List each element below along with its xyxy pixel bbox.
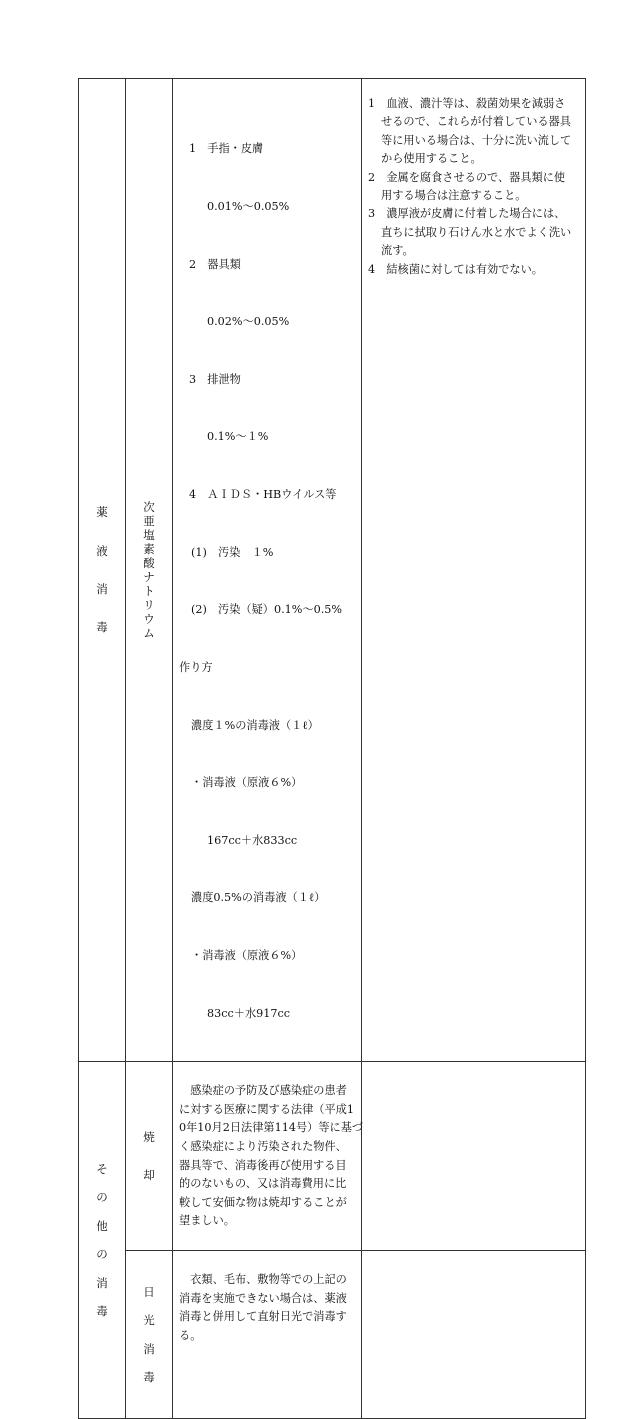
burn-text-cell bbox=[173, 1062, 362, 1251]
usage-line: 167cc＋水833cc bbox=[207, 833, 298, 847]
sun-label-cell bbox=[126, 1251, 173, 1419]
usage-line: 濃度１%の消毒液（１ℓ） bbox=[191, 718, 319, 732]
burn-label-cell bbox=[126, 1062, 173, 1251]
usage-line: 0.01%～0.05% bbox=[207, 200, 290, 214]
usage-line: 83cc＋水917cc bbox=[207, 1006, 291, 1020]
usage-line: 2 器具類 bbox=[189, 257, 241, 271]
note-item: 2 金属を腐食させるので、器具類に使 bbox=[368, 170, 566, 184]
burn-text: 感染症の予防及び感染症の患者 に対する医療に関する法律（平成1 0年10月2日法律第114号）等に基づ く感染症により汚染された物件、 器具等で、消毒後再び使用する目 的のないもの、又は消毒費用に比 較して安価な物は焼却することが 望ましい。 bbox=[179, 1084, 364, 1228]
usage-line: 濃度0.5%の消毒液（１ℓ） bbox=[191, 891, 326, 905]
chemical-disinfection-row bbox=[79, 79, 586, 1062]
note-item: 1 血液、濃汁等は、殺菌効果を減弱さ bbox=[368, 97, 566, 110]
notes-list: 1 血液、濃汁等は、殺菌効果を減弱さ せるので、これらが付着している器具 等に用いる場合は、十分に洗い流して から使用すること。 2 金属を腐食させるので、器具類に使 用する場合は注意すること。 3 濃厚液が皮膚に付着した場合には、 直ちに拭取り石けん水と水でよく洗い 流す。 4 結核菌に対しては有効でない。 bbox=[362, 79, 585, 279]
category-other-label: そ の 他 の 消 毒 bbox=[96, 1162, 108, 1318]
sun-text: 衣類、毛布、敷物等での上記の 消毒を実施できない場合は、薬液 消毒と併用して直射日光で消毒す る。 bbox=[179, 1273, 347, 1342]
category-chemical-cell bbox=[79, 79, 126, 1062]
sun-notes-cell bbox=[362, 1251, 586, 1419]
sun-label: 日 光 消 毒 bbox=[143, 1284, 155, 1385]
usage-line: 1 手指・皮膚 bbox=[189, 142, 264, 156]
disinfection-table bbox=[78, 78, 586, 1419]
usage-line: 作り方 bbox=[179, 660, 213, 674]
usage-lines bbox=[173, 79, 361, 1061]
usage-line: 3 排泄物 bbox=[189, 372, 241, 386]
burn-row bbox=[79, 1062, 586, 1251]
usage-line: 0.1%～１% bbox=[207, 430, 269, 444]
usage-line: ・消毒液（原液６%） bbox=[191, 776, 303, 790]
usage-line: (2) 汚染（疑）0.1%～0.5% bbox=[191, 603, 343, 617]
sun-row bbox=[79, 1251, 586, 1419]
usage-line: ・消毒液（原液６%） bbox=[191, 948, 303, 962]
category-chemical-label: 薬 液 消 毒 bbox=[96, 505, 108, 635]
sun-text-cell bbox=[173, 1251, 362, 1419]
usage-cell bbox=[173, 79, 362, 1062]
burn-label: 焼 却 bbox=[143, 1129, 155, 1183]
agent-name-vertical: 次 亜 塩 素 酸 ナ ト リ ウ ム bbox=[143, 500, 155, 641]
usage-line: 4 ＡＩＤＳ・HBウイルス等 bbox=[189, 488, 337, 502]
notes-cell bbox=[362, 79, 586, 1062]
burn-notes-cell bbox=[362, 1062, 586, 1251]
note-item: 3 濃厚液が皮膚に付着した場合には、 bbox=[368, 207, 566, 221]
usage-line: 0.02%～0.05% bbox=[207, 315, 290, 329]
agent-cell bbox=[126, 79, 173, 1062]
category-other-cell bbox=[79, 1062, 126, 1419]
note-item: 4 結核菌に対しては有効でない。 bbox=[368, 262, 543, 276]
usage-line: (1) 汚染 １% bbox=[191, 545, 274, 559]
